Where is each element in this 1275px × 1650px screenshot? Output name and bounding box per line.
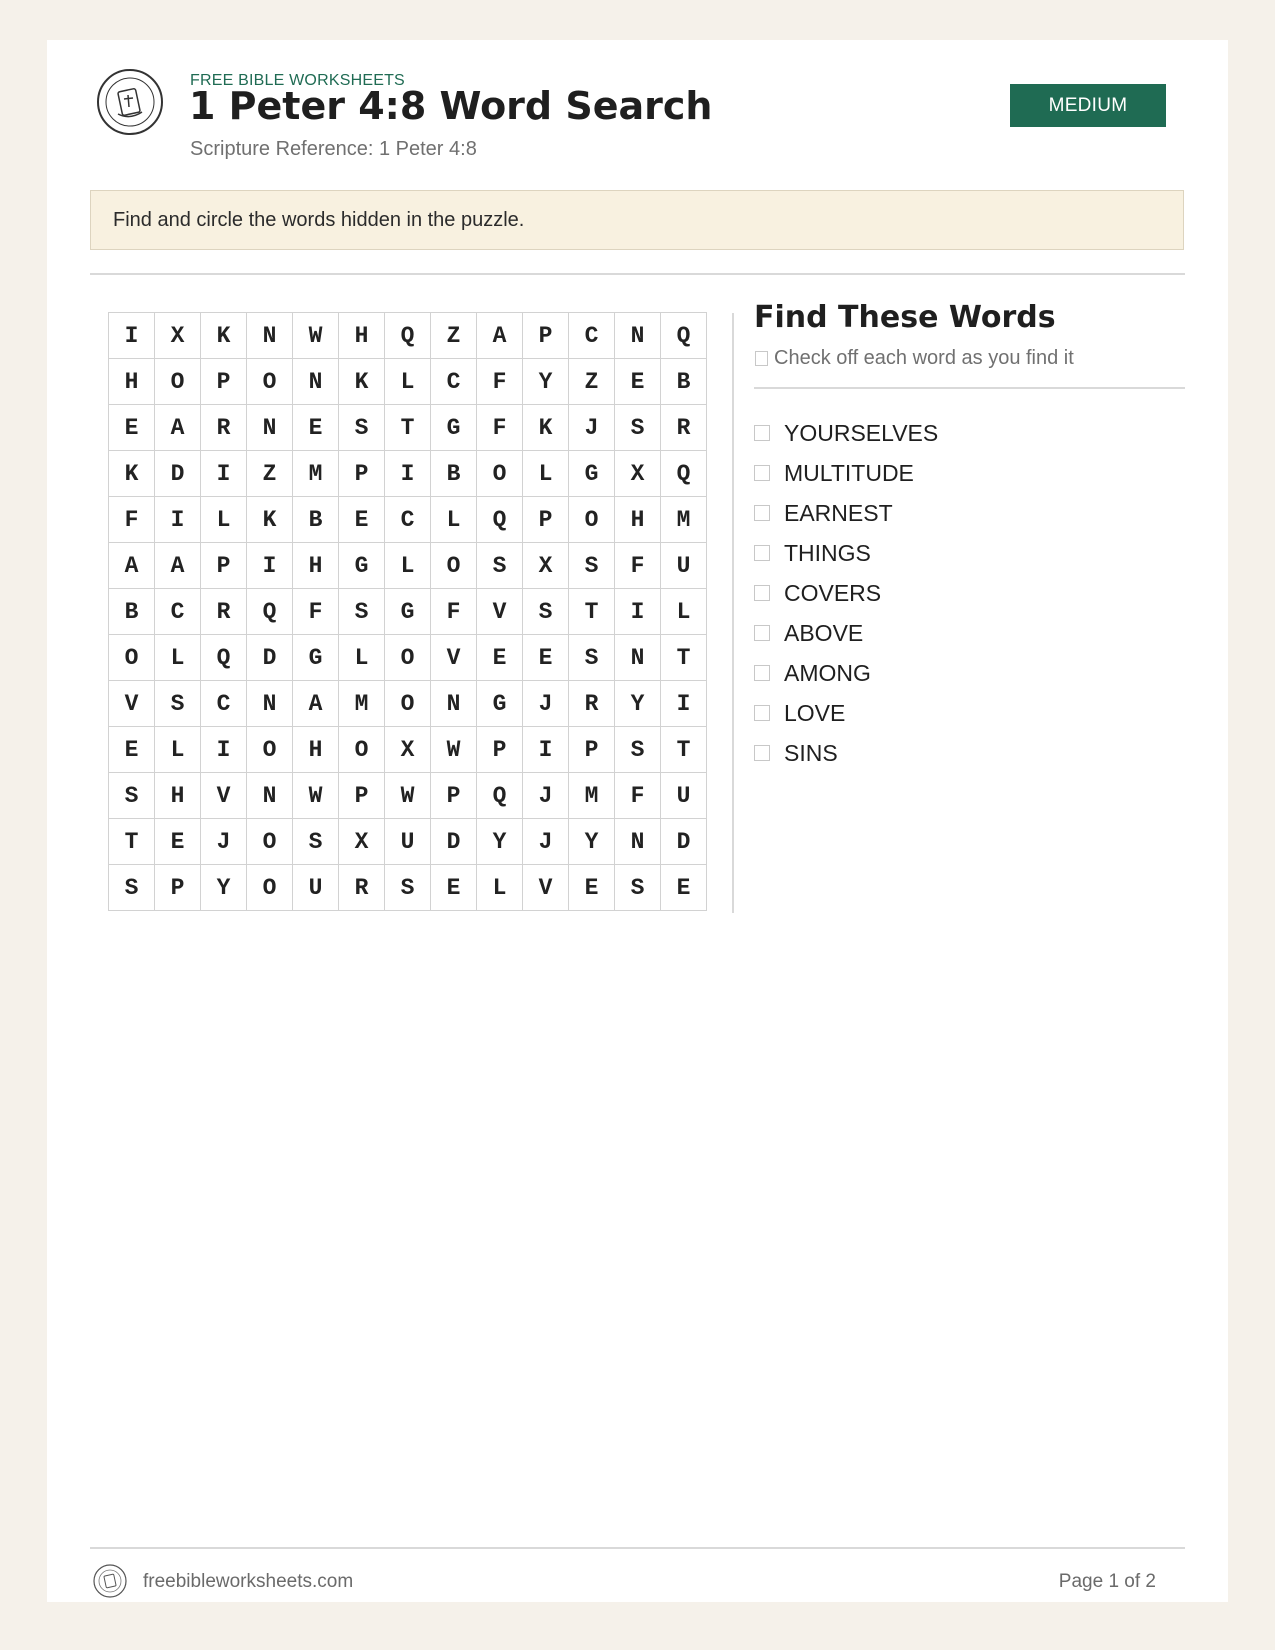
grid-cell[interactable]: B: [431, 451, 477, 497]
logo-badge-icon: [96, 68, 164, 136]
grid-cell[interactable]: X: [339, 819, 385, 865]
grid-cell[interactable]: Q: [201, 635, 247, 681]
grid-cell[interactable]: H: [155, 773, 201, 819]
grid-cell[interactable]: N: [247, 773, 293, 819]
grid-cell[interactable]: X: [385, 727, 431, 773]
word-list: [754, 413, 938, 773]
grid-cell[interactable]: J: [569, 405, 615, 451]
grid-cell[interactable]: I: [615, 589, 661, 635]
grid-cell[interactable]: S: [615, 405, 661, 451]
grid-row: [109, 635, 707, 681]
grid-cell[interactable]: N: [431, 681, 477, 727]
scripture-reference: Scripture Reference: 1 Peter 4:8: [190, 138, 477, 160]
grid-cell[interactable]: J: [523, 819, 569, 865]
grid-cell[interactable]: N: [615, 635, 661, 681]
grid-cell[interactable]: S: [569, 543, 615, 589]
grid-cell[interactable]: R: [661, 405, 707, 451]
grid-cell[interactable]: O: [385, 635, 431, 681]
grid-row: [109, 773, 707, 819]
grid-cell[interactable]: X: [155, 313, 201, 359]
grid-cell[interactable]: I: [661, 681, 707, 727]
grid-row: [109, 589, 707, 635]
grid-cell[interactable]: S: [477, 543, 523, 589]
grid-row: [109, 727, 707, 773]
grid-cell[interactable]: G: [293, 635, 339, 681]
grid-cell[interactable]: P: [523, 497, 569, 543]
grid-cell[interactable]: O: [385, 681, 431, 727]
grid-cell[interactable]: O: [247, 727, 293, 773]
grid-cell[interactable]: I: [385, 451, 431, 497]
grid-cell[interactable]: P: [431, 773, 477, 819]
grid-cell[interactable]: S: [293, 819, 339, 865]
grid-cell[interactable]: L: [385, 359, 431, 405]
grid-cell[interactable]: I: [109, 313, 155, 359]
grid-cell[interactable]: E: [339, 497, 385, 543]
grid-cell[interactable]: G: [477, 681, 523, 727]
grid-cell[interactable]: L: [155, 635, 201, 681]
grid-cell[interactable]: P: [201, 543, 247, 589]
word-search-grid: [108, 312, 707, 911]
worksheet-page: [47, 40, 1228, 1602]
word-list-item[interactable]: [754, 573, 938, 613]
word-list-hint: [755, 347, 1074, 370]
grid-cell[interactable]: S: [615, 865, 661, 911]
grid-cell[interactable]: B: [109, 589, 155, 635]
grid-cell[interactable]: N: [247, 681, 293, 727]
grid-cell[interactable]: I: [201, 727, 247, 773]
grid-cell[interactable]: K: [523, 405, 569, 451]
grid-cell[interactable]: D: [155, 451, 201, 497]
grid-cell[interactable]: K: [109, 451, 155, 497]
grid-cell[interactable]: Y: [615, 681, 661, 727]
word-checkbox[interactable]: [754, 425, 770, 441]
grid-cell[interactable]: K: [339, 359, 385, 405]
grid-cell[interactable]: D: [247, 635, 293, 681]
word-list-divider: [754, 387, 1185, 389]
grid-cell[interactable]: Z: [247, 451, 293, 497]
grid-cell[interactable]: H: [293, 543, 339, 589]
grid-cell[interactable]: F: [431, 589, 477, 635]
grid-cell[interactable]: U: [293, 865, 339, 911]
grid-cell[interactable]: O: [569, 497, 615, 543]
grid-row: [109, 451, 707, 497]
header-divider: [90, 273, 1185, 275]
grid-row: [109, 405, 707, 451]
word-checkbox[interactable]: [754, 665, 770, 681]
word-list-hint-text: Check off each word as you find it: [774, 347, 1074, 369]
difficulty-badge: MEDIUM: [1010, 84, 1166, 127]
grid-cell[interactable]: S: [523, 589, 569, 635]
grid-cell[interactable]: Q: [477, 773, 523, 819]
grid-cell[interactable]: T: [109, 819, 155, 865]
grid-cell[interactable]: R: [201, 405, 247, 451]
grid-cell[interactable]: E: [523, 635, 569, 681]
word-list-item[interactable]: [754, 613, 938, 653]
grid-cell[interactable]: V: [477, 589, 523, 635]
word-label: YOURSELVES: [784, 419, 939, 446]
word-list-item[interactable]: [754, 493, 938, 533]
word-label: SINS: [784, 739, 838, 766]
grid-row: [109, 543, 707, 589]
grid-cell[interactable]: K: [201, 313, 247, 359]
page-number: Page 1 of 2: [1058, 1571, 1156, 1592]
word-list-item[interactable]: [754, 453, 938, 493]
grid-cell[interactable]: C: [431, 359, 477, 405]
grid-cell[interactable]: L: [661, 589, 707, 635]
grid-cell[interactable]: P: [201, 359, 247, 405]
grid-cell[interactable]: S: [155, 681, 201, 727]
grid-row: [109, 865, 707, 911]
grid-cell[interactable]: J: [523, 773, 569, 819]
grid-cell[interactable]: U: [661, 773, 707, 819]
grid-row: [109, 359, 707, 405]
grid-cell[interactable]: E: [155, 819, 201, 865]
grid-cell[interactable]: E: [109, 405, 155, 451]
footer-logo-icon: [92, 1563, 128, 1599]
grid-cell[interactable]: M: [339, 681, 385, 727]
grid-cell[interactable]: A: [155, 543, 201, 589]
grid-cell[interactable]: U: [661, 543, 707, 589]
grid-cell[interactable]: F: [615, 543, 661, 589]
word-label: EARNEST: [784, 499, 893, 526]
grid-cell[interactable]: F: [293, 589, 339, 635]
grid-cell[interactable]: G: [385, 589, 431, 635]
grid-cell[interactable]: I: [523, 727, 569, 773]
grid-cell[interactable]: Q: [661, 313, 707, 359]
word-checkbox[interactable]: [754, 625, 770, 641]
grid-cell[interactable]: M: [661, 497, 707, 543]
grid-cell[interactable]: E: [569, 865, 615, 911]
grid-cell[interactable]: S: [339, 405, 385, 451]
grid-cell[interactable]: P: [339, 451, 385, 497]
grid-cell[interactable]: Q: [477, 497, 523, 543]
grid-cell[interactable]: E: [477, 635, 523, 681]
grid-cell[interactable]: L: [477, 865, 523, 911]
grid-cell[interactable]: P: [477, 727, 523, 773]
grid-cell[interactable]: R: [201, 589, 247, 635]
grid-cell[interactable]: B: [293, 497, 339, 543]
brand-label: FREE BIBLE WORKSHEETS: [190, 72, 405, 89]
grid-cell[interactable]: C: [201, 681, 247, 727]
grid-cell[interactable]: E: [109, 727, 155, 773]
grid-cell[interactable]: P: [569, 727, 615, 773]
grid-cell[interactable]: O: [247, 359, 293, 405]
grid-cell[interactable]: T: [569, 589, 615, 635]
grid-cell[interactable]: I: [247, 543, 293, 589]
word-list-item[interactable]: [754, 693, 938, 733]
word-label: THINGS: [784, 539, 871, 566]
grid-cell[interactable]: G: [339, 543, 385, 589]
grid-cell[interactable]: Q: [661, 451, 707, 497]
grid-cell[interactable]: C: [569, 313, 615, 359]
grid-cell[interactable]: D: [431, 819, 477, 865]
grid-cell[interactable]: P: [339, 773, 385, 819]
grid-cell[interactable]: Y: [477, 819, 523, 865]
checkbox-icon: [755, 351, 768, 366]
grid-cell[interactable]: R: [569, 681, 615, 727]
grid-cell[interactable]: N: [247, 313, 293, 359]
grid-cell[interactable]: J: [523, 681, 569, 727]
grid-cell[interactable]: P: [155, 865, 201, 911]
word-label: LOVE: [784, 699, 846, 726]
grid-cell[interactable]: W: [431, 727, 477, 773]
grid-cell[interactable]: S: [385, 865, 431, 911]
grid-cell[interactable]: V: [523, 865, 569, 911]
grid-cell[interactable]: F: [615, 773, 661, 819]
word-checkbox[interactable]: [754, 545, 770, 561]
page-title: 1 Peter 4:8 Word Search: [189, 84, 713, 128]
word-label: COVERS: [784, 579, 882, 606]
grid-cell[interactable]: I: [201, 451, 247, 497]
grid-cell[interactable]: O: [247, 819, 293, 865]
grid-cell[interactable]: F: [109, 497, 155, 543]
grid-cell[interactable]: R: [339, 865, 385, 911]
grid-cell[interactable]: H: [109, 359, 155, 405]
grid-cell[interactable]: O: [155, 359, 201, 405]
grid-row: [109, 681, 707, 727]
word-list-item[interactable]: [754, 733, 938, 773]
grid-cell[interactable]: A: [477, 313, 523, 359]
word-checkbox[interactable]: [754, 705, 770, 721]
grid-cell[interactable]: L: [201, 497, 247, 543]
grid-cell[interactable]: A: [155, 405, 201, 451]
word-list-item[interactable]: [754, 533, 938, 573]
grid-cell[interactable]: P: [523, 313, 569, 359]
grid-cell[interactable]: W: [385, 773, 431, 819]
instructions-box: [90, 190, 1184, 250]
grid-cell[interactable]: Y: [523, 359, 569, 405]
grid-cell[interactable]: E: [293, 405, 339, 451]
grid-cell[interactable]: Z: [569, 359, 615, 405]
grid-cell[interactable]: J: [201, 819, 247, 865]
grid-cell[interactable]: O: [247, 865, 293, 911]
grid-cell[interactable]: L: [339, 635, 385, 681]
grid-cell[interactable]: I: [155, 497, 201, 543]
grid-cell[interactable]: A: [109, 543, 155, 589]
footer-website: freebibleworksheets.com: [143, 1571, 354, 1592]
grid-row: [109, 313, 707, 359]
column-divider: [732, 313, 734, 913]
grid-cell[interactable]: G: [569, 451, 615, 497]
grid-cell[interactable]: T: [661, 727, 707, 773]
grid-cell[interactable]: Y: [569, 819, 615, 865]
grid-cell[interactable]: T: [385, 405, 431, 451]
grid-cell[interactable]: L: [523, 451, 569, 497]
grid-cell[interactable]: G: [431, 405, 477, 451]
grid-cell[interactable]: B: [661, 359, 707, 405]
grid-cell[interactable]: L: [431, 497, 477, 543]
word-checkbox[interactable]: [754, 585, 770, 601]
word-label: AMONG: [784, 659, 871, 686]
grid-cell[interactable]: E: [615, 359, 661, 405]
grid-cell[interactable]: N: [293, 359, 339, 405]
word-label: ABOVE: [784, 619, 864, 646]
grid-cell[interactable]: S: [109, 865, 155, 911]
grid-cell[interactable]: W: [293, 313, 339, 359]
grid-cell[interactable]: W: [293, 773, 339, 819]
word-list-item[interactable]: [754, 413, 938, 453]
grid-cell[interactable]: V: [431, 635, 477, 681]
grid-cell[interactable]: Z: [431, 313, 477, 359]
footer-divider: [90, 1547, 1185, 1549]
grid-cell[interactable]: A: [293, 681, 339, 727]
grid-cell[interactable]: X: [615, 451, 661, 497]
grid-row: [109, 819, 707, 865]
word-list-item[interactable]: [754, 653, 938, 693]
word-label: MULTITUDE: [784, 459, 914, 486]
instructions-text: Find and circle the words hidden in the puzzle.: [113, 208, 525, 231]
grid-cell[interactable]: S: [339, 589, 385, 635]
grid-cell[interactable]: H: [339, 313, 385, 359]
grid-cell[interactable]: L: [155, 727, 201, 773]
grid-cell[interactable]: F: [477, 405, 523, 451]
grid-cell[interactable]: U: [385, 819, 431, 865]
grid-cell[interactable]: E: [661, 865, 707, 911]
word-checkbox[interactable]: [754, 745, 770, 761]
grid-cell[interactable]: X: [523, 543, 569, 589]
grid-cell[interactable]: Y: [201, 865, 247, 911]
grid-cell[interactable]: T: [661, 635, 707, 681]
grid-cell[interactable]: K: [247, 497, 293, 543]
word-checkbox[interactable]: [754, 465, 770, 481]
grid-cell[interactable]: N: [247, 405, 293, 451]
grid-cell[interactable]: M: [569, 773, 615, 819]
grid-cell[interactable]: S: [109, 773, 155, 819]
grid-cell[interactable]: V: [109, 681, 155, 727]
word-list-title: Find These Words: [754, 300, 1056, 335]
grid-cell[interactable]: O: [109, 635, 155, 681]
grid-cell[interactable]: O: [477, 451, 523, 497]
word-checkbox[interactable]: [754, 505, 770, 521]
grid-row: [109, 497, 707, 543]
grid-cell[interactable]: S: [615, 727, 661, 773]
grid-cell[interactable]: N: [615, 819, 661, 865]
grid-cell[interactable]: O: [339, 727, 385, 773]
grid-cell[interactable]: C: [155, 589, 201, 635]
grid-cell[interactable]: O: [431, 543, 477, 589]
grid-cell[interactable]: M: [293, 451, 339, 497]
grid-cell[interactable]: C: [385, 497, 431, 543]
grid-cell[interactable]: D: [661, 819, 707, 865]
grid-cell[interactable]: S: [569, 635, 615, 681]
grid-cell[interactable]: E: [431, 865, 477, 911]
grid-cell[interactable]: F: [477, 359, 523, 405]
grid-cell[interactable]: L: [385, 543, 431, 589]
grid-cell[interactable]: N: [615, 313, 661, 359]
grid-cell[interactable]: H: [293, 727, 339, 773]
grid-cell[interactable]: Q: [385, 313, 431, 359]
grid-cell[interactable]: Q: [247, 589, 293, 635]
grid-cell[interactable]: V: [201, 773, 247, 819]
grid-cell[interactable]: H: [615, 497, 661, 543]
